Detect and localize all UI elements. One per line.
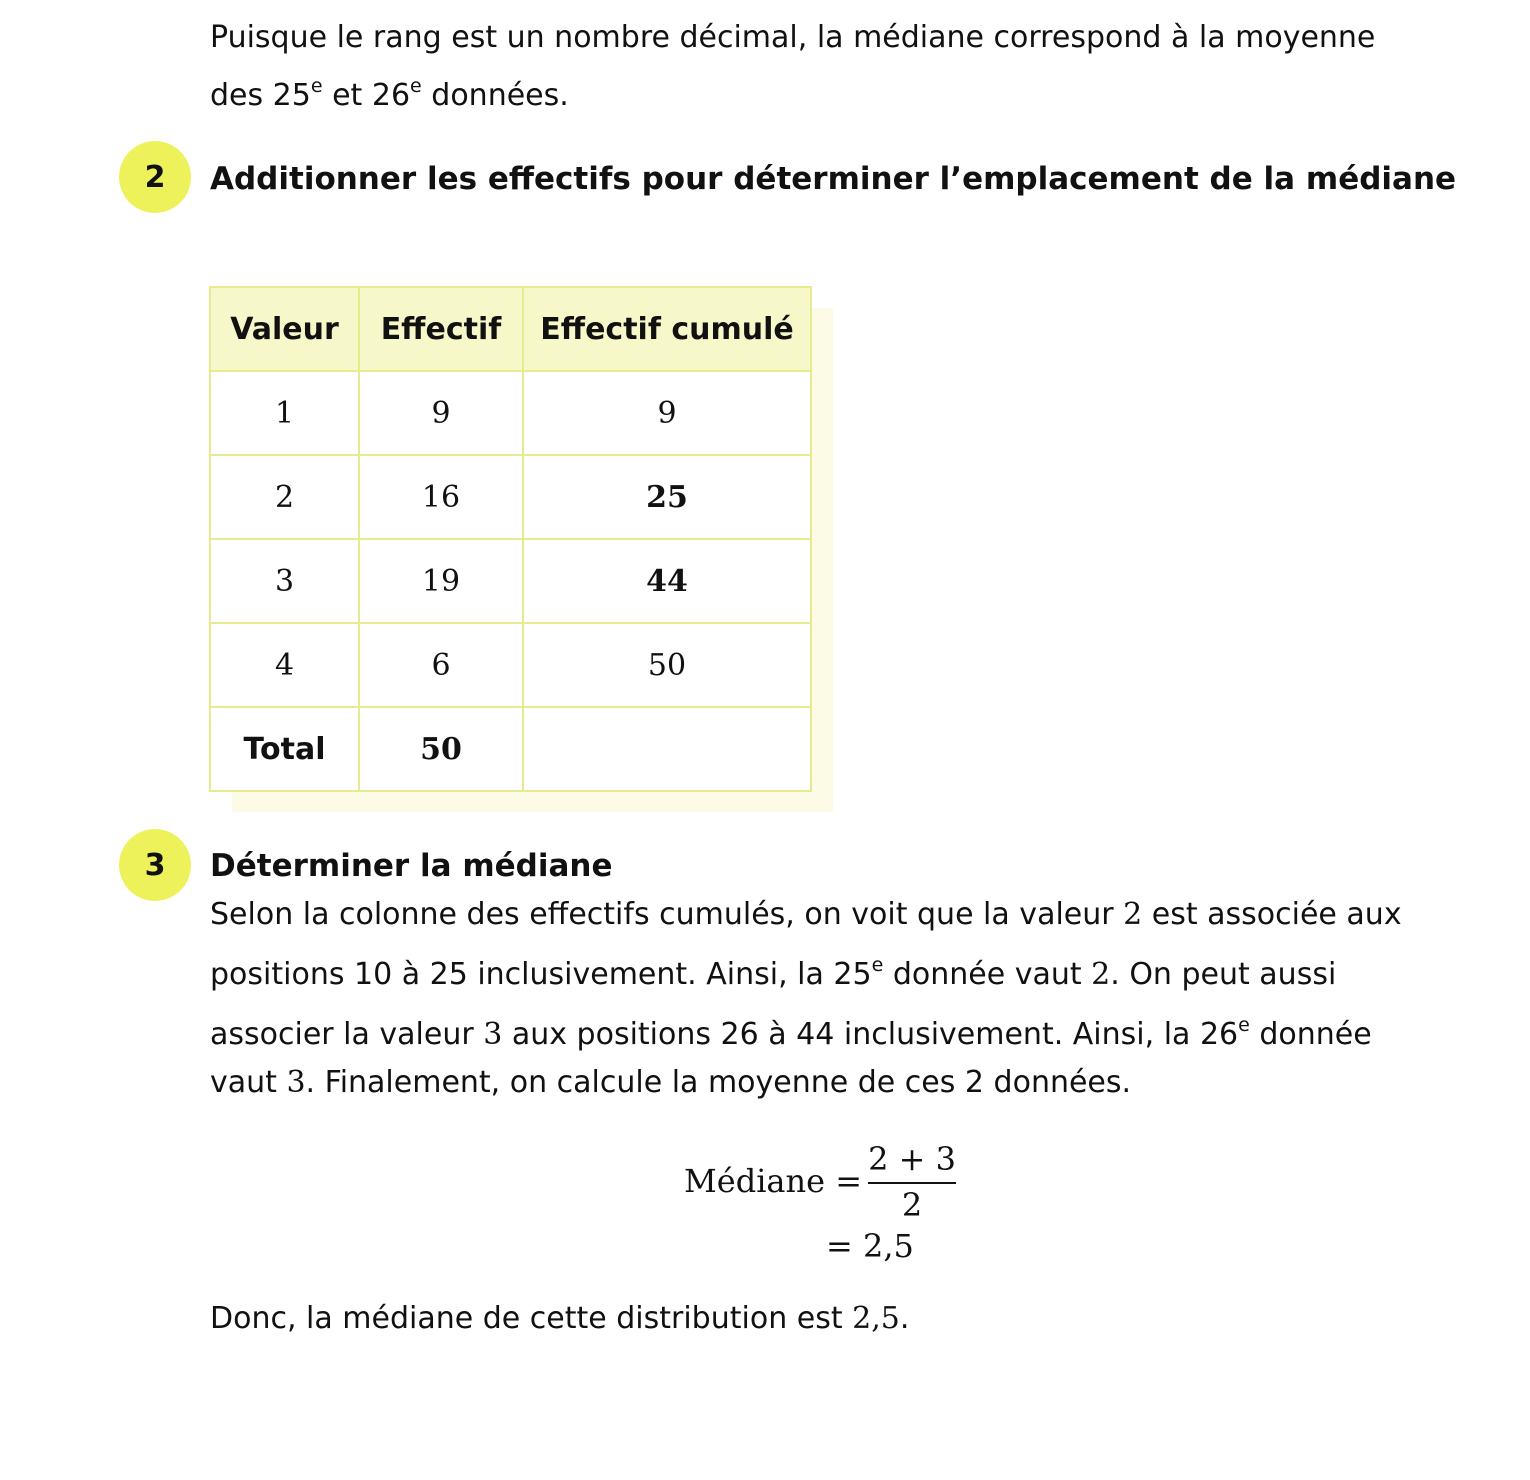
cell-effectif: 16 [359, 455, 523, 539]
math-value: 2 [1091, 957, 1111, 992]
ordinal-sup: e [871, 954, 884, 976]
intro-prefix: des [210, 78, 273, 113]
text: . Finalement, on calcule la moyenne de ces 2 données. [305, 1065, 1132, 1100]
intro-mid: et [322, 78, 372, 113]
intro-sup-1: e [310, 75, 323, 97]
table-row [210, 623, 811, 707]
text: vaut [210, 1065, 287, 1100]
total-empty-cell [523, 707, 811, 791]
text: donnée vaut [883, 957, 1092, 992]
cell-cumule-highlight: 44 [523, 539, 811, 623]
table-total-row [210, 707, 811, 791]
cell-valeur: 2 [210, 455, 359, 539]
intro-sup-2: e [410, 75, 422, 97]
header-effectif: Effectif [359, 287, 523, 371]
ordinal-sup: e [1238, 1014, 1250, 1036]
intro-line-2 [210, 75, 1440, 113]
header-valeur: Valeur [210, 287, 359, 371]
step-3-line-2 [210, 954, 1440, 992]
cell-effectif: 9 [359, 371, 523, 455]
math-value: 3 [286, 1065, 306, 1100]
fraction-numerator: 2 + 3 [868, 1140, 956, 1184]
table-header-row [210, 287, 811, 371]
cell-cumule: 50 [523, 623, 811, 707]
text: est associée aux [1142, 897, 1402, 932]
step-3-line-1 [210, 897, 1440, 932]
conclusion [210, 1301, 1440, 1336]
cell-effectif: 19 [359, 539, 523, 623]
text: donnée [1249, 1017, 1372, 1052]
frequency-table [209, 286, 812, 792]
text: positions 10 à 25 inclusivement. Ainsi, la 25 [210, 957, 872, 992]
formula-equals: = [835, 1162, 863, 1200]
header-effectif-cumule: Effectif cumulé [523, 287, 811, 371]
intro-pos-2: 26 [371, 78, 411, 113]
formula-lhs [684, 1162, 862, 1200]
step-3-line-3 [210, 1014, 1440, 1052]
intro-line-1: Puisque le rang est un nombre décimal, la médiane correspond à la moyenne [210, 20, 1376, 55]
step-3-line-4 [210, 1065, 1440, 1100]
conclusion-value: 2,5 [852, 1301, 900, 1336]
conclusion-suffix: . [899, 1301, 910, 1336]
step-3-badge: 3 [119, 829, 191, 901]
conclusion-text: Donc, la médiane de cette distribution est [210, 1301, 853, 1336]
table-row [210, 455, 811, 539]
table-row [210, 371, 811, 455]
intro-suffix: données. [421, 78, 569, 113]
intro-pos-1: 25 [272, 78, 311, 113]
text: aux positions 26 à 44 inclusivement. Ainsi, la 26 [502, 1017, 1239, 1052]
cell-valeur: 4 [210, 623, 359, 707]
cell-valeur: 3 [210, 539, 359, 623]
cell-effectif: 6 [359, 623, 523, 707]
fraction-denominator: 2 [901, 1186, 923, 1224]
step-3-title: Déterminer la médiane [210, 848, 613, 884]
cell-valeur: 1 [210, 371, 359, 455]
formula-fraction [868, 1140, 956, 1224]
cell-cumule-highlight: 25 [523, 455, 811, 539]
text: associer la valeur [210, 1017, 484, 1052]
table-row [210, 539, 811, 623]
text: . On peut aussi [1110, 957, 1337, 992]
math-value: 2 [1123, 897, 1143, 932]
text: Selon la colonne des effectifs cumulés, on voit que la valeur [210, 897, 1124, 932]
formula-result: = 2,5 [826, 1227, 914, 1265]
step-2-badge: 2 [119, 141, 191, 213]
formula-label: Médiane [684, 1162, 826, 1200]
step-2-title: Additionner les effectifs pour déterminer l’emplacement de la médiane [210, 161, 1457, 197]
total-label: Total [210, 707, 359, 791]
total-value: 50 [359, 707, 523, 791]
cell-cumule: 9 [523, 371, 811, 455]
math-value: 3 [483, 1017, 503, 1052]
